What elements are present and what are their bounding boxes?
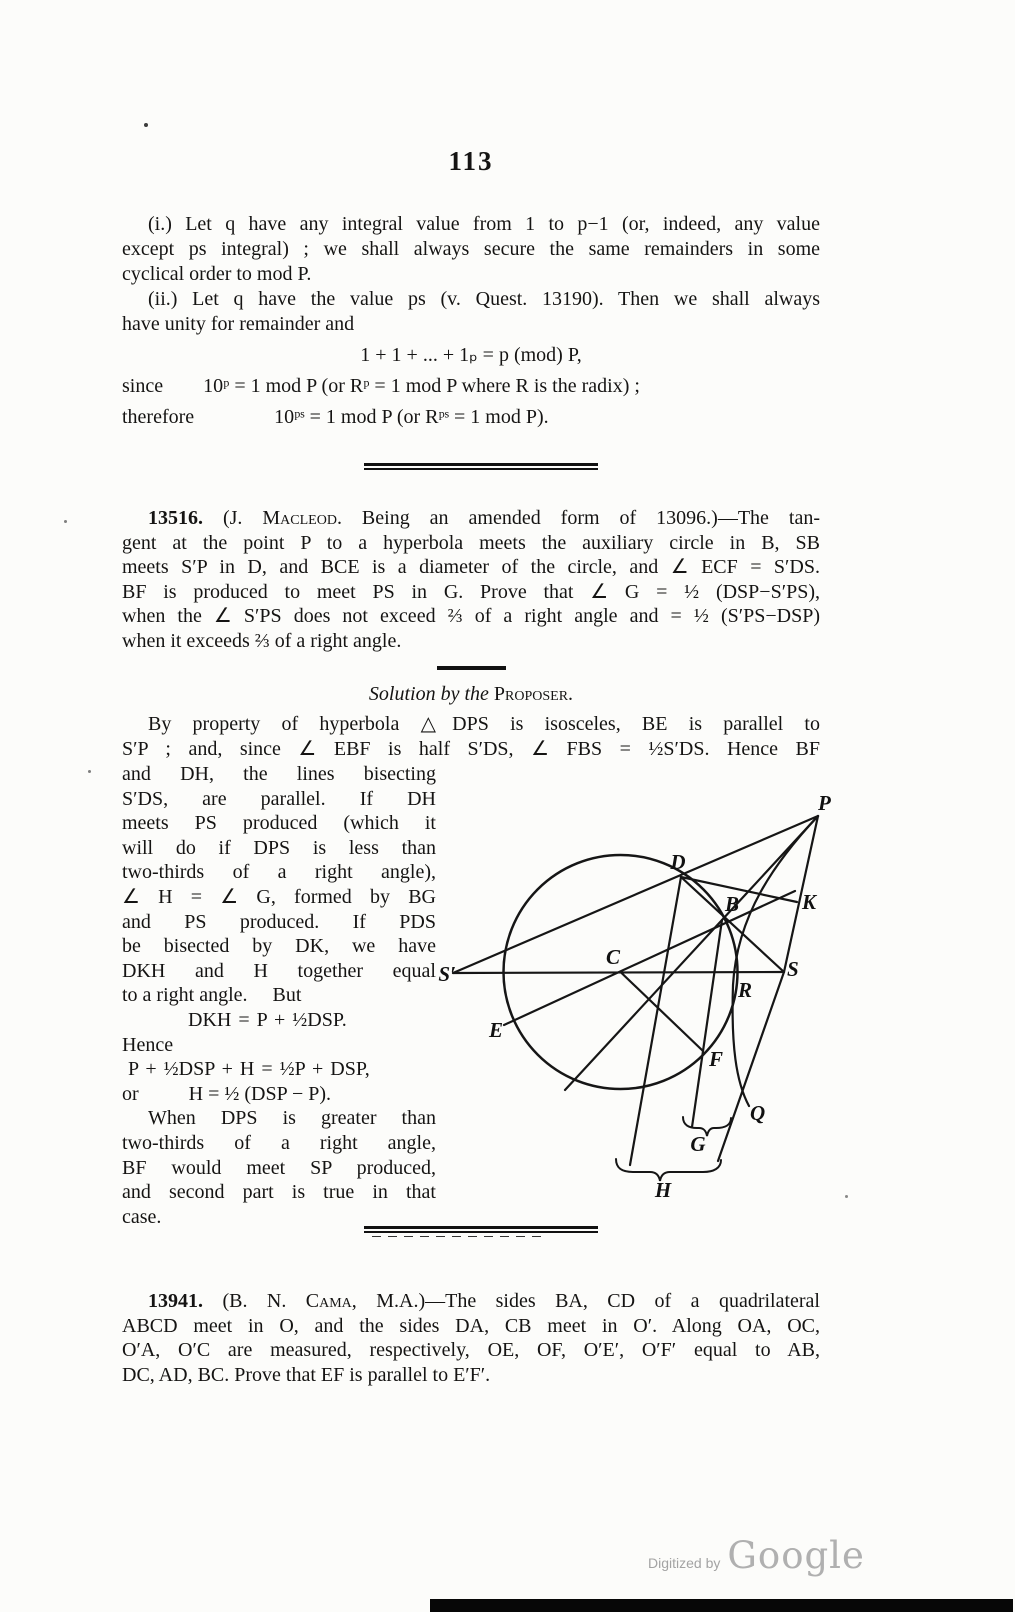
text-line: BF is produced to meet PS in G. Prove that ∠ G = ½ (DSP−S′PS), <box>122 580 820 603</box>
google-logo: Google <box>727 1534 865 1577</box>
text-line: S′DS, are parallel. If DH <box>122 787 436 810</box>
text-line: two-thirds of a right angle, <box>122 1131 436 1154</box>
scan-speck <box>88 770 91 773</box>
text-line: O′A, O′C are measured, respectively, OE, OF, O′E′, O′F′ equal to AB, <box>122 1339 820 1362</box>
point-label-g: G <box>690 1132 706 1156</box>
text-line: When DPS is greater than <box>148 1107 436 1130</box>
text-line: two-thirds of a right angle), <box>122 861 436 884</box>
point-label-s: S <box>787 957 799 981</box>
separator-dashes <box>372 1236 542 1237</box>
separator-rule <box>364 1226 598 1229</box>
digitized-by-label: Digitized by <box>648 1555 721 1571</box>
formula-line: or H = ½ (DSP − P). <box>122 1082 332 1105</box>
google-watermark <box>648 1534 865 1577</box>
text-line: cyclical order to mod P. <box>122 263 312 285</box>
point-label-p: P <box>818 791 831 815</box>
formula-line: P + ½DSP + H = ½P + DSP, <box>128 1058 370 1081</box>
short-rule <box>437 666 506 670</box>
text-line: (ii.) Let q have the value ps (v. Quest. 13190). Then we shall always <box>148 288 820 310</box>
line-d-h-bisector <box>630 877 681 1165</box>
text-line: and DH, the lines bisecting <box>122 763 436 785</box>
solution-paragraph <box>122 712 820 762</box>
text-line: ∠ H = ∠ G, formed by BG <box>122 885 436 908</box>
scan-speck <box>144 123 148 127</box>
problem-13516 <box>122 506 820 654</box>
geometry-figure <box>438 768 935 1205</box>
intro-paragraphs <box>122 212 820 430</box>
problem-number: 13941. <box>148 1290 203 1312</box>
separator-rule <box>364 463 598 466</box>
problem-number: 13516. <box>148 507 203 529</box>
author-name: Macleod. <box>262 507 342 529</box>
text-line: ABCD meet in O, and the sides DA, CB meet in O′. Along OA, OC, <box>122 1314 820 1337</box>
hyperbola-branch <box>733 816 818 1106</box>
text-line: to a right angle. But <box>122 984 302 1007</box>
text-line: Hence <box>122 1033 174 1056</box>
point-label-f: F <box>709 1047 724 1071</box>
solution-heading <box>122 683 820 706</box>
text-line: gent at the point P to a hyperbola meets the auxiliary circle in B, SB <box>122 531 820 554</box>
text-line: will do if DPS is less than <box>122 836 436 859</box>
text-line: meets S′P in D, and BCE is a diameter of the circle, and ∠ ECF = S′DS. <box>122 556 820 579</box>
scan-edge-bar <box>430 1599 1013 1612</box>
solution-left-column <box>122 762 436 1229</box>
text-line: meets PS produced (which it <box>122 812 436 835</box>
point-label-h: H <box>654 1178 672 1202</box>
text-line: be bisected by DK, we have <box>122 935 436 958</box>
section-separator <box>364 1226 598 1237</box>
text-line: have unity for remainder and <box>122 313 355 335</box>
point-label-r: R <box>738 978 753 1002</box>
text-segment: (B. N. <box>203 1290 306 1312</box>
text-line: By property of hyperbola △DPS is isosceles, BE is parallel to <box>148 713 820 735</box>
text-line: when it exceeds ⅔ of a right angle. <box>122 629 402 652</box>
scan-speck <box>845 1195 848 1198</box>
author-name: Cama, <box>305 1290 357 1312</box>
point-label-c: C <box>605 945 620 969</box>
text-line: case. <box>122 1205 162 1228</box>
point-label-k: K <box>802 890 817 914</box>
point-label-e: E <box>488 1018 503 1042</box>
separator-rule <box>364 468 598 470</box>
text-line: DC, AD, BC. Prove that EF is parallel to E′F′. <box>122 1364 491 1387</box>
text-line: BF would meet SP produced, <box>122 1156 436 1179</box>
text-line: and PS produced. If PDS <box>122 910 436 933</box>
text-line <box>122 1289 820 1314</box>
page-number: 113 <box>448 146 494 176</box>
text-line <box>122 506 820 531</box>
text-segment: Being an amended form of 13096.)—The tan- <box>341 507 820 529</box>
text-segment: M.A.)—The sides BA, CD of a quadrilateral <box>356 1290 820 1312</box>
separator-rule <box>364 1231 598 1233</box>
text-line: (i.) Let q have any integral value from 1 to p−1 (or, indeed, any value <box>148 213 820 235</box>
heading-proposer: Proposer. <box>493 683 574 705</box>
line-b-f-g <box>692 920 722 1127</box>
section-separator <box>364 463 598 470</box>
heading-italic: Solution by the <box>368 683 494 705</box>
point-label-b: B <box>724 892 740 916</box>
text-segment: (J. <box>203 507 263 529</box>
formula-line: therefore 10ᵖˢ = 1 mod P (or Rᵖˢ = 1 mod P). <box>122 406 549 428</box>
scan-speck <box>64 520 67 523</box>
text-line: DKH and H together equal <box>122 959 436 982</box>
point-label-d: D <box>670 850 686 874</box>
formula-line: since 10ᵖ = 1 mod P (or Rᵖ = 1 mod P where R is the radix) ; <box>122 375 640 397</box>
text-line: except ps integral) ; we shall always secure the same remainders in some <box>122 238 820 260</box>
text-line: and second part is true in that <box>122 1181 436 1204</box>
formula-line: 1 + 1 + ... + 1ₚ = p (mod) P, <box>360 344 582 366</box>
problem-13941 <box>122 1289 820 1388</box>
text-line: when the ∠ S′PS does not exceed ⅔ of a right angle and = ½ (S′PS−DSP) <box>122 605 820 628</box>
formula-line: DKH = P + ½DSP. <box>188 1008 347 1031</box>
text-line: S′P ; and, since ∠ EBF is half S′DS, ∠ FBS = ½S′DS. Hence BF <box>122 738 820 760</box>
point-label-sprime: S′ <box>438 962 456 986</box>
point-label-q: Q <box>750 1101 766 1125</box>
